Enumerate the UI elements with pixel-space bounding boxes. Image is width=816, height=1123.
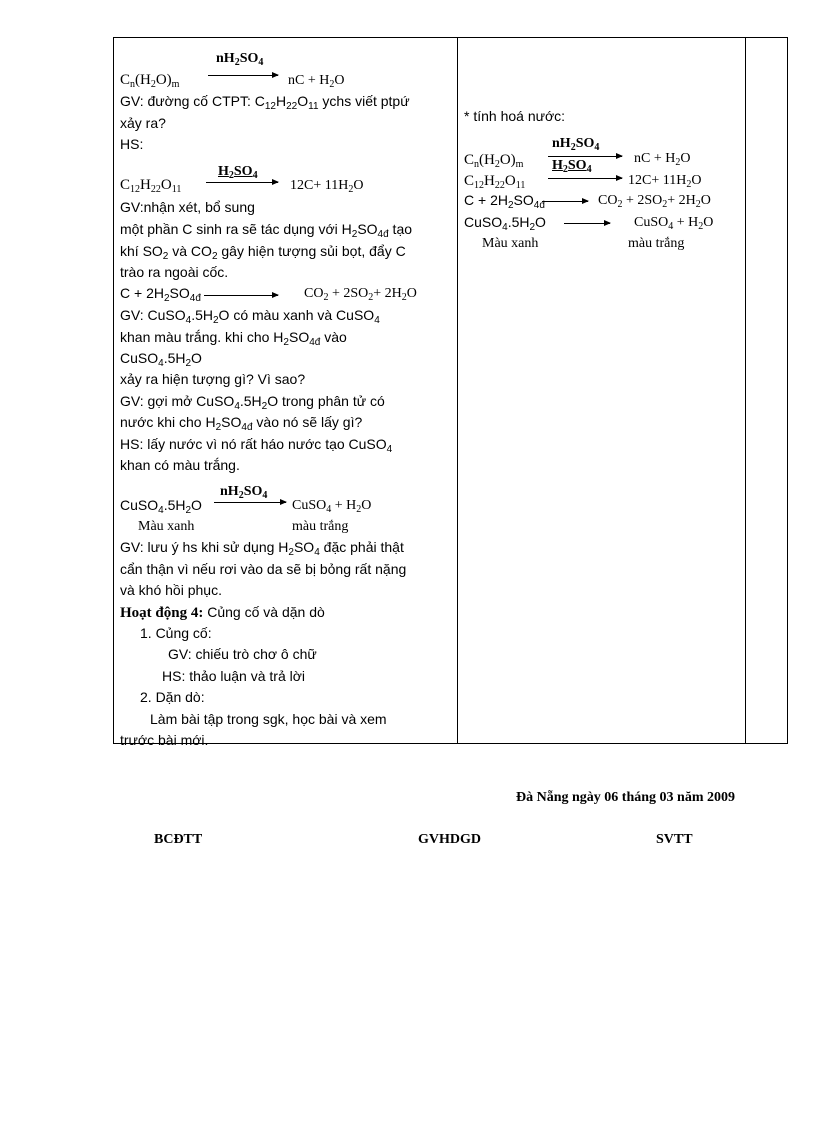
eq4-color-left: Màu xanh bbox=[138, 519, 195, 534]
eq4-rhs: CuSO$_4$ + $H_2O$ bbox=[292, 498, 372, 515]
r1-lhs: $C_n(H_2O)_m$ bbox=[464, 152, 524, 170]
r3-arrow bbox=[542, 201, 588, 202]
text-line: GV: $CuSO_4.5H_2O$ có màu xanh và CuSO$_4$ bbox=[120, 307, 380, 326]
eq4-reagent: $nH_2SO_4$ bbox=[220, 484, 268, 501]
section-heading: * tính hoá nước: bbox=[464, 108, 566, 124]
text-line: trào ra ngoài cốc. bbox=[120, 264, 229, 280]
eq4-lhs: $CuSO_4.5H_2O$ bbox=[120, 497, 202, 516]
text-line: khan có màu trắng. bbox=[120, 457, 240, 473]
r2-reagent: $H_2SO_4$ bbox=[552, 158, 592, 175]
r3-lhs: $C + 2H_2SO_{4đ}$ bbox=[464, 192, 545, 211]
lesson-table bbox=[113, 37, 788, 748]
list-item: 2. Dặn dò: bbox=[140, 689, 205, 705]
eq2-reagent: $H_2SO_4$ bbox=[218, 164, 258, 181]
eq4-color-right: màu trắng bbox=[292, 519, 349, 534]
list-item: trước bài mới. bbox=[120, 732, 209, 748]
signature-bcdtt: BCĐTT bbox=[154, 832, 203, 847]
r5-color-left: Màu xanh bbox=[482, 236, 539, 251]
list-item: GV: chiếu trò chơ ô chữ bbox=[168, 646, 317, 662]
eq3-rhs: $CO_2 + 2SO_2+ 2H_2O$ bbox=[304, 286, 417, 303]
signature-gvhdgd: GVHDGD bbox=[418, 832, 481, 847]
text-line: nước khi cho $H_2SO_{4đ}$ vào nó sẽ lấy gì? bbox=[120, 414, 363, 433]
r2-lhs: $C_{12}H_{22}O_{11}$ bbox=[464, 173, 526, 191]
r1-rhs: nC + $H_2O$ bbox=[634, 151, 691, 168]
hs-label: HS: bbox=[120, 136, 144, 152]
list-item: Làm bài tập trong sgk, học bài và xem bbox=[150, 711, 387, 727]
text-line: GV: lưu ý hs khi sử dụng $H_2SO_4$ đặc phải thật bbox=[120, 539, 404, 558]
list-item: 1. Củng cố: bbox=[140, 625, 212, 641]
text-line: $CuSO_4.5H_2O$ bbox=[120, 350, 202, 369]
activity-heading: Hoạt động 4: Củng cố và dặn dò bbox=[120, 604, 325, 621]
eq1-rhs: nC + $H_2O$ bbox=[288, 73, 345, 90]
text-line: xảy ra? bbox=[120, 115, 166, 131]
eq1-lhs: $C_n(H_2O)_m$ bbox=[120, 72, 180, 90]
text-line: khan màu trắng. khi cho $H_2SO_{4đ}$ vào bbox=[120, 329, 347, 348]
text-line: một phần C sinh ra sẽ tác dụng với $H_2SO_{4đ}$ tạo bbox=[120, 221, 413, 240]
gv-question-1: GV: đường cố CTPT: $C_{12}H_{22}O_{11}$ ychs viết ptpứ bbox=[120, 93, 410, 112]
r2-arrow bbox=[548, 178, 622, 179]
text-line: xảy ra hiện tượng gì? Vì sao? bbox=[120, 371, 306, 387]
eq2-arrow bbox=[206, 182, 278, 183]
column-divider-1 bbox=[457, 38, 458, 743]
eq3-arrow bbox=[204, 295, 278, 296]
column-divider-2 bbox=[745, 38, 746, 743]
list-item: HS: thảo luận và trả lời bbox=[162, 668, 306, 684]
r1-arrow bbox=[548, 156, 622, 157]
eq2-rhs: $12C+ 11H_2O$ bbox=[290, 178, 364, 195]
text-line: HS: lấy nước vì nó rất háo nước tạo CuSO$_4$ bbox=[120, 436, 393, 455]
gv-comment: GV:nhận xét, bổ sung bbox=[120, 199, 255, 215]
eq1-reagent: $nH_2SO_4$ bbox=[216, 51, 264, 68]
eq3-lhs: $C + 2H_2SO_{4đ}$ bbox=[120, 285, 201, 304]
r2-rhs: $12C+ 11H_2O$ bbox=[628, 173, 702, 190]
text-line: khí $SO_2$ và $CO_2$ gây hiện tượng sủi bọt, đẩy C bbox=[120, 243, 406, 262]
text-line: cẩn thận vì nếu rơi vào da sẽ bị bỏng rất nặng bbox=[120, 561, 407, 577]
r4-arrow bbox=[564, 223, 610, 224]
r5-color-right: màu trắng bbox=[628, 236, 685, 251]
signature-date: Đà Nẵng ngày 06 tháng 03 năm 2009 bbox=[516, 790, 735, 805]
r3-rhs: $CO_2 + 2SO_2+ 2H_2O$ bbox=[598, 193, 711, 210]
eq1-arrow bbox=[208, 75, 278, 76]
r4-rhs: CuSO$_4$ + $H_2O$ bbox=[634, 215, 714, 232]
eq4-arrow bbox=[214, 502, 286, 503]
text-line: GV: gợi mở $CuSO_4.5H_2O$ trong phân tử có bbox=[120, 393, 385, 412]
signature-svtt: SVTT bbox=[656, 832, 693, 847]
r1-reagent: $nH_2SO_4$ bbox=[552, 136, 600, 153]
eq2-lhs: $C_{12}H_{22}O_{11}$ bbox=[120, 177, 182, 195]
r4-lhs: $CuSO_4.5H_2O$ bbox=[464, 214, 546, 233]
text-line: và khó hồi phục. bbox=[120, 582, 222, 598]
